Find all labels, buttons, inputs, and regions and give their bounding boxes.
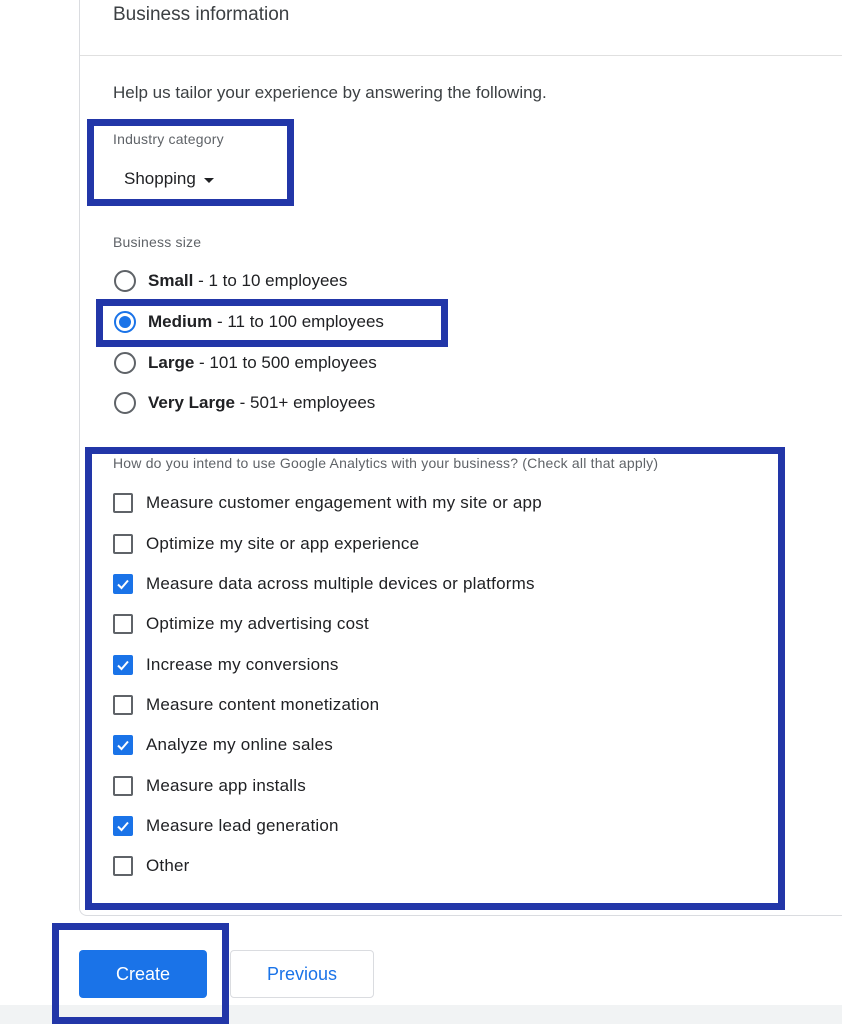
radio-icon (114, 352, 136, 374)
checkbox-label: Optimize my site or app experience (146, 534, 420, 553)
checkbox-row[interactable] (113, 735, 333, 755)
radio-very-large[interactable] (114, 392, 375, 414)
radio-medium-detail: - 11 to 100 employees (212, 312, 384, 331)
usage-question-label: How do you intend to use Google Analytics with your business? (Check all that apply) (113, 455, 659, 471)
checkbox-checked-icon (113, 735, 133, 755)
card-title: Business information (113, 4, 290, 25)
checkbox-label: Other (146, 856, 190, 875)
radio-small-detail: - 1 to 10 employees (193, 271, 348, 290)
intro-text: Help us tailor your experience by answering the following. (113, 83, 547, 102)
checkbox-row[interactable] (113, 655, 339, 675)
checkbox-label: Analyze my online sales (146, 735, 333, 754)
checkbox-row[interactable] (113, 574, 535, 594)
radio-very-large-name: Very Large (148, 393, 235, 412)
radio-small-name: Small (148, 271, 194, 290)
industry-category-label: Industry category (113, 131, 224, 147)
radio-small-text (148, 271, 347, 291)
checkbox-label: Increase my conversions (146, 655, 339, 674)
radio-selected-icon (114, 311, 136, 333)
checkbox-icon (113, 856, 133, 876)
radio-icon (114, 392, 136, 414)
checkbox-checked-icon (113, 655, 133, 675)
checkbox-row[interactable] (113, 534, 419, 554)
checkbox-checked-icon (113, 574, 133, 594)
radio-medium-name: Medium (148, 312, 213, 331)
checkbox-label: Measure content monetization (146, 695, 380, 714)
checkbox-label: Measure lead generation (146, 816, 339, 835)
radio-very-large-text (148, 393, 375, 413)
radio-large-name: Large (148, 353, 195, 372)
checkbox-row[interactable] (113, 856, 190, 876)
checkbox-icon (113, 614, 133, 634)
industry-category-dropdown[interactable] (124, 169, 214, 189)
checkbox-checked-icon (113, 816, 133, 836)
radio-medium[interactable] (114, 311, 384, 333)
radio-icon (114, 270, 136, 292)
create-button[interactable]: Create (79, 950, 207, 998)
checkbox-icon (113, 493, 133, 513)
industry-category-value: Shopping (124, 169, 196, 188)
radio-large[interactable] (114, 352, 377, 374)
page-footer-bar (0, 1005, 842, 1024)
radio-medium-text (148, 312, 384, 332)
checkbox-icon (113, 776, 133, 796)
checkbox-row[interactable] (113, 695, 379, 715)
radio-small[interactable] (114, 270, 347, 292)
checkbox-row[interactable] (113, 493, 542, 513)
radio-large-text (148, 353, 377, 373)
checkbox-icon (113, 695, 133, 715)
checkbox-label: Measure customer engagement with my site or app (146, 493, 542, 512)
header-divider (80, 55, 842, 56)
checkbox-label: Measure app installs (146, 776, 306, 795)
checkbox-label: Optimize my advertising cost (146, 614, 369, 633)
previous-button[interactable]: Previous (230, 950, 374, 998)
radio-very-large-detail: - 501+ employees (234, 393, 376, 412)
checkbox-label: Measure data across multiple devices or platforms (146, 574, 535, 593)
checkbox-row[interactable] (113, 816, 339, 836)
checkbox-row[interactable] (113, 776, 306, 796)
checkbox-icon (113, 534, 133, 554)
business-size-label: Business size (113, 234, 202, 250)
radio-large-detail: - 101 to 500 employees (194, 353, 377, 372)
dropdown-caret-icon (204, 178, 214, 183)
checkbox-row[interactable] (113, 614, 369, 634)
